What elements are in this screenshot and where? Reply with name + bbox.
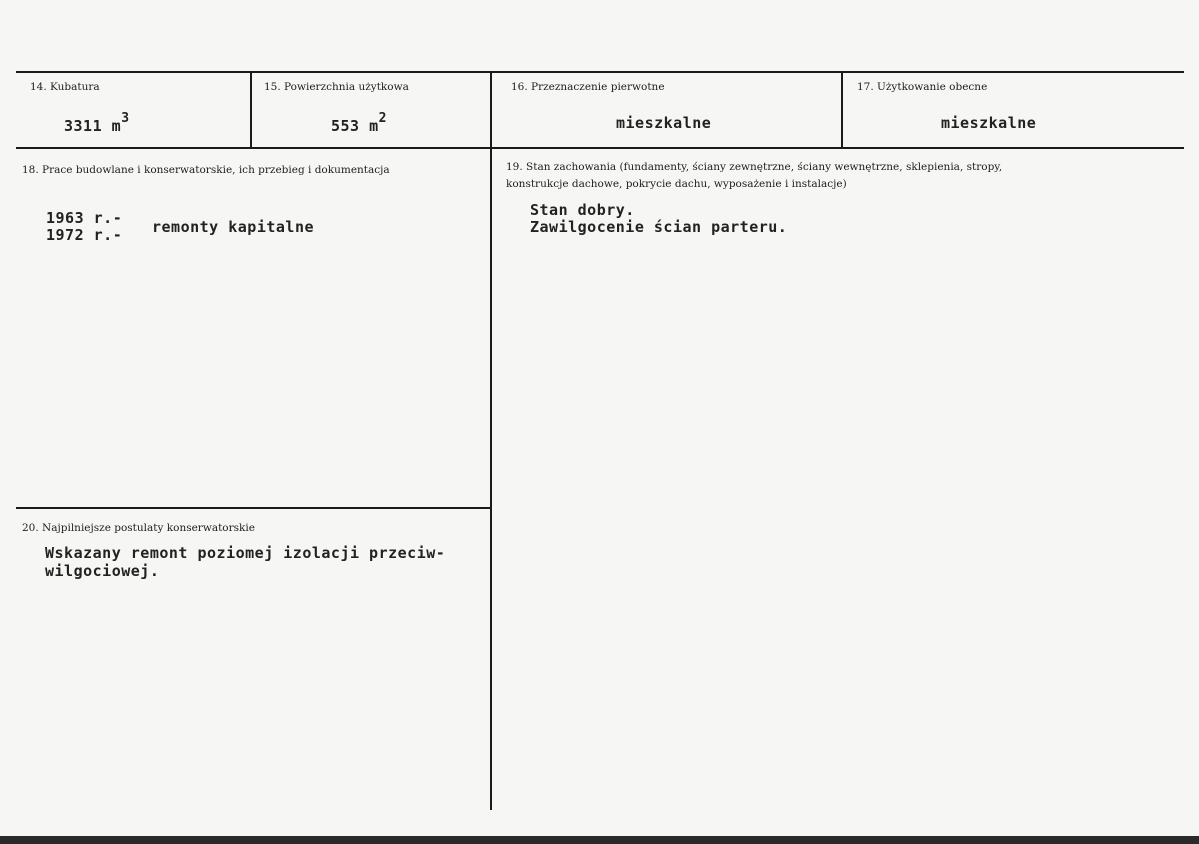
col-divider-16-17 (841, 72, 843, 148)
field-14-label: 14. Kubatura (30, 81, 100, 93)
field-15-value-text: 553 m (331, 117, 379, 135)
field-15-value (331, 111, 387, 135)
field-20-line-2: wilgociowej. (45, 562, 160, 580)
card-bottom-edge (0, 836, 1199, 844)
field-19-line-1: Stan dobry. (530, 201, 635, 219)
col-divider-14-15 (250, 72, 252, 148)
field-16-value: mieszkalne (616, 114, 712, 132)
col-divider-main (490, 72, 492, 810)
field-17-label: 17. Użytkowanie obecne (857, 81, 988, 93)
field-16-label: 16. Przeznaczenie pierwotne (511, 81, 665, 93)
field-18-year-2: 1972 r.- (46, 226, 123, 244)
field-14-value (64, 111, 130, 135)
field-18-label: 18. Prace budowlane i konserwatorskie, ich przebieg i dokumentacja (22, 164, 390, 176)
field-18-year-1: 1963 r.- (46, 209, 123, 227)
field-14-unit-exponent: 3 (121, 111, 130, 126)
field-15-unit-exponent: 2 (378, 111, 387, 126)
row-divider (16, 147, 1184, 149)
top-rule (16, 71, 1184, 73)
field-18-20-divider (16, 507, 491, 509)
field-20-line-1: Wskazany remont poziomej izolacji przeciw- (45, 544, 446, 562)
field-17-value: mieszkalne (941, 114, 1037, 132)
field-18-description: remonty kapitalne (152, 218, 315, 236)
field-14-value-text: 3311 m (64, 117, 122, 135)
field-19-label: 19. Stan zachowania (fundamenty, ściany zewnętrzne, ściany wewnętrzne, sklepienia, stropy, konstrukcje dachowe, pokrycie dachu, wyposażenie i instalacje) (506, 161, 1003, 190)
field-20-label: 20. Najpilniejsze postulaty konserwatorskie (22, 522, 255, 534)
field-15-label: 15. Powierzchnia użytkowa (264, 81, 409, 93)
field-19-line-2: Zawilgocenie ścian parteru. (530, 218, 788, 236)
